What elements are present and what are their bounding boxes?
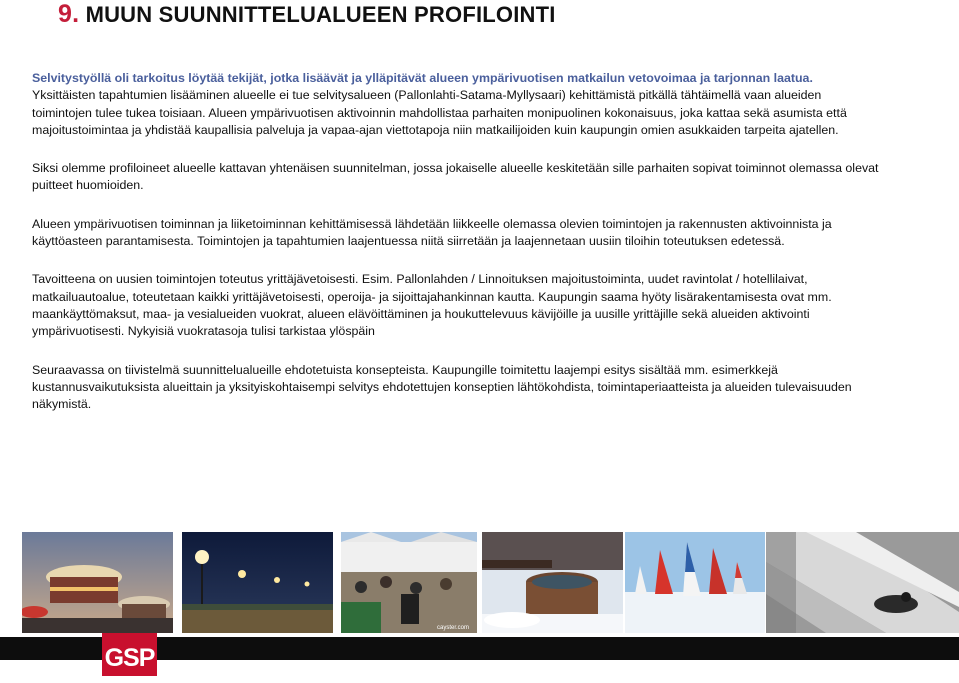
- photo-ice-windsurfing: [625, 532, 765, 633]
- paragraph-1: [32, 70, 882, 139]
- photo-watermark: cayster.com: [437, 625, 470, 631]
- lead-sentence: Selvitystyöllä oli tarkoitus löytää tekijät, jotka lisäävät ja ylläpitävät alueen ympärivuotisen matkailun vetovoimaa ja tarjonnan laatua.: [32, 71, 813, 85]
- photo-carousel: [22, 532, 173, 633]
- paragraph-2: Siksi olemme profiloineet alueelle kattavan yhtenäisen suunnitelman, jossa jokaiselle alueelle keskitetään sille parhaiten sopivat toiminnot olemassa olevat puitteet huomioiden.: [32, 161, 879, 193]
- photo-snow-slide: [766, 532, 959, 633]
- paragraph-5: Seuraavassa on tiivistelmä suunnittelualueille ehdotetuista konsepteista. Kaupungille toimitettu laajempi esitys sisältää mm. esimerkkejä kustannusvaikutuksista alueittain ja yksityiskohtaisempi selvitys ehdotettujen konseptien lähtökohdista, toimintaperiaatteista ja alueiden tulevaisuuden näkymistä.: [32, 362, 852, 412]
- photo-night-promenade: [182, 532, 333, 633]
- gsp-logo: GSP: [102, 633, 157, 676]
- photo-strip: [0, 528, 959, 638]
- section-title: MUUN SUUNNITTELUALUEEN PROFILOINTI: [85, 2, 556, 27]
- body-text: [32, 70, 882, 413]
- photo-winter-hot-tub: [482, 532, 623, 633]
- paragraph-1-body: Yksittäisten tapahtumien lisääminen alueelle ei tue selvitysalueen (Pallonlahti-Satama-Myllysaari) kehittämistä pitkällä tähtäimellä vaan alueiden toimintojen tulee tukea toisiaan. Alueen ympärivuotisen aktivoinnin mahdollistaa parhaiten monipuolinen kokonaisuus, joka kattaa sekä asumista että majoitustoimintaa ja yhdistää kaupallisia palveluja ja vapaa-ajan viettotapoja niin matkailijoiden kuin kaupungin omien asukkaiden tarpeita ajatellen.: [32, 88, 847, 137]
- paragraph-4: Tavoitteena on uusien toimintojen toteutus yrittäjävetoisesti. Esim. Pallonlahden / Linnoituksen majoitustoiminta, uudet ravintolat / hotellilaivat, matkailuautoalue, toteutetaan kaikki yrittäjävetoisesti, operoija- ja sijoittajahankinnan kautta. Kaupungin saama hyöty lisärakentamisesta ovat mm. maankäyttömaksut, maa- ja vesialueiden vuokrat, alueen elävöittäminen ja houkuttelevuus kävijöille ja uusille yrittäjille sekä alueiden aktivointi ympärivuotisesti. Nykyisiä vuokratasoja tulisi tarkistaa ylöspäin: [32, 272, 832, 339]
- section-number: 9.: [58, 0, 80, 28]
- paragraph-3: Alueen ympärivuotisen toiminnan ja liiketoiminnan kehittämisessä lähdetään liikkeelle olemassa olevien toimintojen ja rakennusten aktivoinnista ja käyttöasteen parantamisesta. Toimintojen ja tapahtumien laajentuessa niitä siirretään ja laajennetaan uusiin tiloihin toteutuksen edetessä.: [32, 216, 832, 249]
- photo-event-crowd: [341, 532, 477, 633]
- page-heading: [58, 0, 556, 29]
